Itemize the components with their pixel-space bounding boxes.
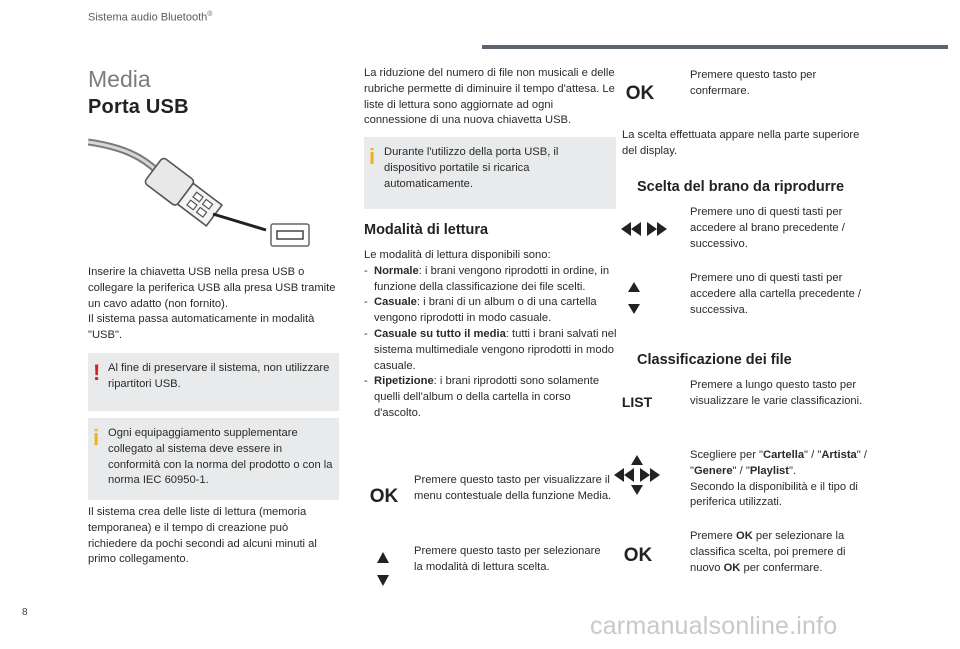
prev-next-folder-text: Premere uno di questi tasti per accedere alla cartella precedente / successiva. xyxy=(690,272,862,316)
section-heading-track-choice: Scelta del brano da riprodurre xyxy=(637,179,845,195)
info-icon: i xyxy=(93,425,100,450)
page-title: Media xyxy=(88,66,151,92)
prev-next-arrows-icon xyxy=(621,222,667,236)
ok-button-glyph: OK xyxy=(625,83,655,104)
ok-button-glyph: OK xyxy=(369,486,399,507)
reduction-text: La riduzione del numero di file non musicali e delle rubriche permette di diminuire il tempo d'attesa. Le liste di lettura sono aggiornate ad ogni connessione di una nuova chiavetta USB. xyxy=(364,67,615,127)
ok-confirm-text: Premere questo tasto per confermare. xyxy=(690,69,817,97)
four-way-arrows-icon xyxy=(614,455,660,495)
info-icon: i xyxy=(369,144,376,169)
info-note: i Ogni equipaggiamento supplementare collegato al sistema deve essere in conformità con la norma del prodotto o con la norma IEC 60950-1. xyxy=(88,418,339,500)
prev-next-track-text: Premere uno di questi tasti per accedere al brano precedente / successivo. xyxy=(690,206,845,250)
header-bar xyxy=(482,45,948,49)
section-heading-file-classification: Classificazione dei file xyxy=(637,352,792,368)
mode-casuale-tutto: - Casuale su tutto il media: tutti i brani salvati nel sistema multimediale vengono riprodotti in modo casuale. xyxy=(364,327,618,374)
classification-choice-text: Scegliere per "Cartella" / "Artista" / "Genere" / "Playlist". Secondo la disponibilità e il tipo di periferica utilizzati. xyxy=(690,449,867,509)
classification-confirm-text: Premere OK per selezionare la classifica scelta, poi premere di nuovo OK per confermare. xyxy=(690,530,846,574)
playlist-creation-text: Il sistema crea delle liste di lettura (memoria temporanea) e il tempo di creazione può richiedere da pochi secondi ad alcuni minuti al primo collegamento. xyxy=(88,506,317,566)
up-down-arrows-icon xyxy=(374,552,392,586)
up-down-arrows-icon xyxy=(625,282,643,314)
warning-note: ! Al fine di preservare il sistema, non utilizzare ripartitori USB. xyxy=(88,353,339,411)
playback-mode-list xyxy=(364,264,618,422)
page-number: 8 xyxy=(22,607,28,618)
updown-mode-text: Premere questo tasto per selezionare la modalità di lettura scelta. xyxy=(414,545,601,573)
list-button-glyph: LIST xyxy=(621,394,653,410)
watermark: carmanualsonline.info xyxy=(590,612,838,640)
info-note-charging: i Durante l'utilizzo della porta USB, il dispositivo portatile si ricarica automaticamente. xyxy=(364,137,616,209)
usb-intro-text: Inserire la chiavetta USB nella presa USB o collegare la periferica USB alla presa USB tramite un cavo adatto (non fornito). Il sistema passa automaticamente in modalità "USB". xyxy=(88,266,336,342)
section-heading-usb: Porta USB xyxy=(88,96,189,118)
list-press-text: Premere a lungo questo tasto per visualizzare le varie classificazioni. xyxy=(690,379,863,407)
ok-menu-text: Premere questo tasto per visualizzare il menu contestuale della funzione Media. xyxy=(414,474,612,502)
mode-normale: - Normale: i brani vengono riprodotti in ordine, in funzione della classificazione dei file scelti. xyxy=(364,264,618,296)
warning-icon: ! xyxy=(93,360,101,385)
mode-casuale: - Casuale: i brani di un album o di una cartella vengono riprodotti in modo casuale. xyxy=(364,295,618,327)
ok-button-glyph: OK xyxy=(623,545,653,566)
playback-modes-text: Le modalità di lettura disponibili sono: - Normale: i brani vengono riprodotti in ordine, in funzione della classificazione dei file scelti. - Casuale: i brani di un album o di una cartella vengono riprodotti in modo casuale. - Casuale su tutto il media: tutti i brani salvati nel sistema multimediale vengono riprodotti in modo casuale. - Ripetizione: i brani riprodotti sono solamente quelli dell'album o della cartella in corso d'ascolto. xyxy=(364,248,618,422)
running-header: Sistema audio Bluetooth® xyxy=(88,11,213,24)
section-heading-playback-modes: Modalità di lettura xyxy=(364,222,489,238)
mode-ripetizione: - Ripetizione: i brani riprodotti sono solamente quelli dell'album o della cartella in corso d'ascolto. xyxy=(364,374,618,421)
display-note-text: La scelta effettuata appare nella parte superiore del display. xyxy=(622,129,860,157)
usb-plug-illustration xyxy=(88,132,338,252)
